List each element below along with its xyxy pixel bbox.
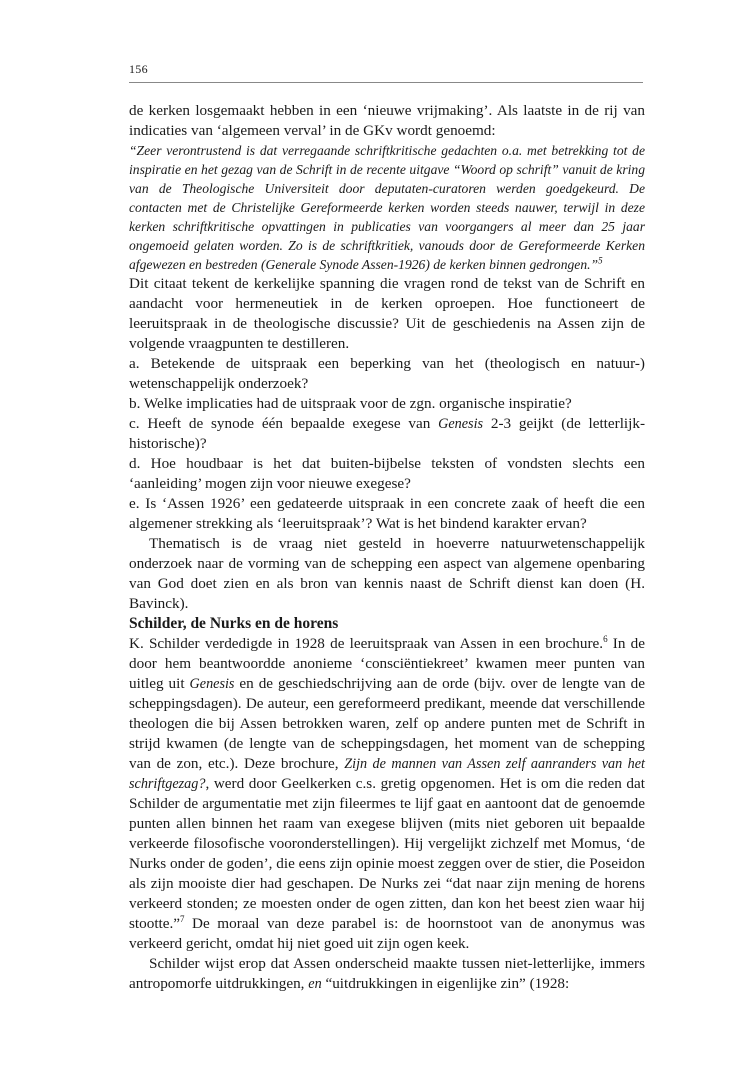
paragraph-schilder: K. Schilder verdedigde in 1928 de leeruitspraak van Assen in een brochure.$^6$ In de door hem beantwoordde anonieme ‘consciëntiekreet’ kwamen meer punten van uitleg uit Genesis en de geschiedschrijving aan de orde (bijv. over de lengte van de scheppingsdagen). De auteur, een gereformeerd predikant, meende dat verschillende theologen die bij Assen betrokken waren, zelf op andere punten met de Schrift in strijd kwamen (de lengte van de scheppingsdagen, het moment van de schepping van de zon, etc.). Deze brochure, Zijn de mannen van Assen zelf aanranders van het schriftgezag?, werd door Geelkerken c.s. gretig opgenomen. Het is om die reden dat Schilder de argumentatie met zijn fileermes te lijf gaat en aantoont dat de genoemde punten allen binnen het raam van exegese blijven (mits niet geboren uit bepaalde verkeerde filosofische vooronderstellingen). Hij vergelijkt zichzelf met Momus, ‘de Nurks onder de goden’, die eens zijn opinie moest zeggen over de stier, die Poseidon als zijn mooiste dier had geschapen. De Nurks zei “dat naar zijn mening de horens verkeerd stonden; ze moesten onder de ogen zitten, dan kon het beest zien waar hij stootte.”$^7$ De moraal van deze parabel is: de hoornstoot van de anonymus was verkeerd gericht, omdat hij niet goed uit zijn ogen keek. [129, 633, 645, 952]
intro-paragraph: de kerken losgemaakt hebben in een ‘nieuwe vrijmaking’. Als laatste in de rij van indicaties van ‘algemeen verval’ in de GKv wordt genoemd: [129, 102, 645, 139]
footnote-ref-6: 6 [603, 633, 608, 644]
page-number: 156 [129, 62, 148, 76]
section-heading: Schilder, de Nurks en de horens [129, 615, 339, 632]
footnote-ref-7: 7 [180, 913, 185, 924]
italic-genesis: Genesis [438, 416, 484, 432]
question-d: d. Hoe houdbaar is het dat buiten-bijbelse teksten of vondsten slechts een ‘aanleiding’ mogen zijn voor nieuwe exegese? [129, 455, 645, 492]
question-e: e. Is ‘Assen 1926’ een gedateerde uitspraak in een concrete zaak of heeft die een algemener strekking als ‘leeruitspraak’? Wat is het bindend karakter ervan? [129, 495, 645, 532]
quote-text: “Zeer verontrustend is dat verregaande schriftkritische gedachten o.a. met betrekking tot de inspiratie en het gezag van de Schrift in de recente uitgave “Woord op schrift” vanuit de kring van de Theologische Universiteit door deputaten-curatoren werden goedgekeurd. De contacten met de Christelijke Gereformeerde kerken worden steeds nauwer, terwijl in deze kerken schriftkritische opvattingen in publicaties van voorgangers al meer dan 25 jaar ongemoeid gelaten worden. Zo is de schriftkritiek, vanouds door de Gereformeerde Kerken afgewezen en bestreden (Generale Synode Assen-1926) de kerken binnen gedrongen.” [129, 143, 645, 272]
block-quote [129, 141, 645, 274]
footnote-ref-5: 5 [598, 255, 603, 266]
italic-brochure-title: Zijn de mannen van Assen zelf aanranders van het schriftgezag? [129, 756, 645, 792]
paragraph-spanning: Dit citaat tekent de kerkelijke spanning die vragen rond de tekst van de Schrift en aandacht voor hermeneutiek in de kerken oproepen. Hoe functioneert de leeruitspraak in de theologische discussie? Uit de geschiedenis na Assen zijn de volgende vraagpunten te destilleren. [129, 275, 645, 352]
header-rule [129, 82, 643, 83]
paragraph-onderscheid: Schilder wijst erop dat Assen onderscheid maakte tussen niet-letterlijke, immers antropomorfe uitdrukkingen, en “uitdrukkingen in eigenlijke zin” (1928: [129, 955, 645, 992]
question-c: c. Heeft de synode één bepaalde exegese van Genesis 2-3 geijkt (de letterlijk-historische)? [129, 415, 646, 452]
question-b: b. Welke implicaties had de uitspraak voor de zgn. organische inspiratie? [129, 395, 572, 412]
paragraph-thematisch: Thematisch is de vraag niet gesteld in hoeverre natuurwetenschappelijk onderzoek naar de vorming van de schepping een aspect van algemene openbaring van God doet zien en als bron van kennis naast de Schrift dienst kan doen (H. Bavinck). [129, 535, 645, 612]
italic-genesis-2: Genesis [189, 676, 235, 692]
page-body [129, 101, 645, 994]
italic-en: en [308, 976, 322, 992]
question-a: a. Betekende de uitspraak een beperking van het (theologisch en natuur-) wetenschappelijk onderzoek? [129, 355, 645, 392]
